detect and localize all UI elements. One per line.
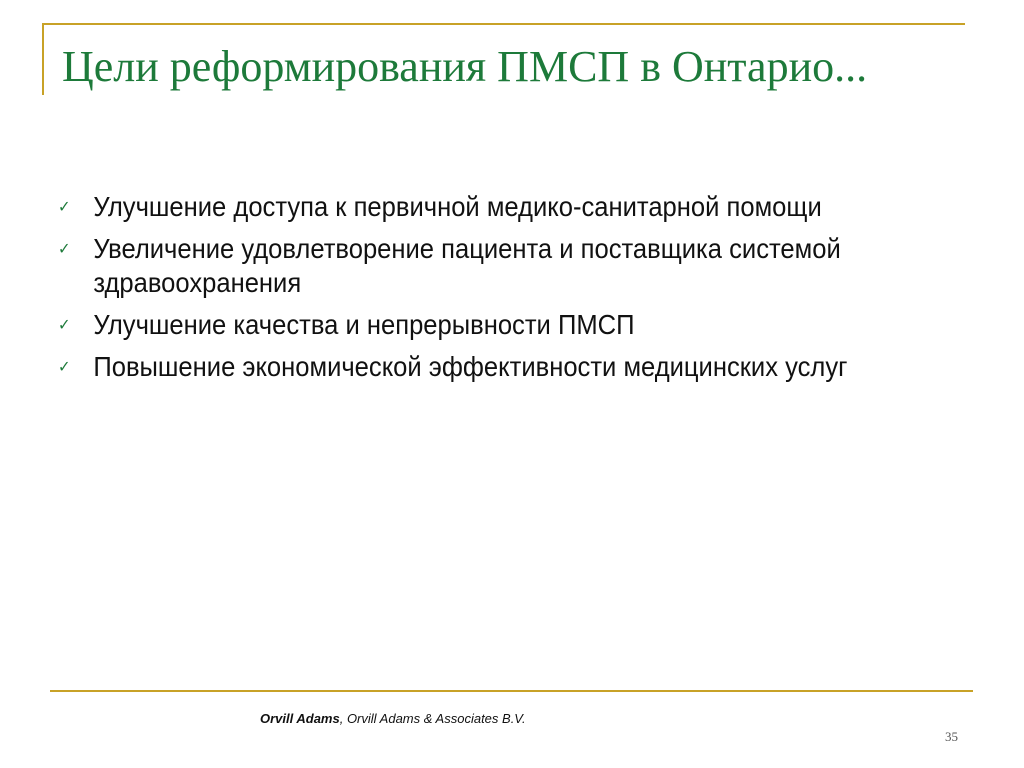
bullet-list — [58, 190, 978, 392]
bullet-text: Повышение экономической эффективности медицинских услуг — [93, 351, 848, 382]
footer-credit — [260, 711, 526, 726]
check-mark-icon: ✓ — [58, 197, 71, 216]
bullet-item — [58, 350, 914, 384]
bullet-item — [58, 308, 914, 342]
check-mark-icon: ✓ — [58, 357, 71, 376]
bullet-text: Улучшение качества и непрерывности ПМСП — [93, 309, 635, 340]
bullet-item — [58, 190, 914, 224]
slide-title: Цели реформирования ПМСП в Онтарио... — [62, 42, 868, 91]
bullet-text: Увеличение удовлетворение пациента и поставщика системой здравоохранения — [93, 233, 841, 298]
check-mark-icon: ✓ — [58, 239, 71, 258]
bullet-text: Улучшение доступа к первичной медико-санитарной помощи — [93, 191, 822, 222]
footer-organization: , Orvill Adams & Associates B.V. — [339, 711, 526, 726]
check-mark-icon: ✓ — [58, 315, 71, 334]
footer-divider — [50, 690, 973, 692]
footer-author: Orvill Adams — [260, 711, 340, 726]
left-divider — [42, 23, 44, 95]
page-number: 35 — [945, 729, 958, 744]
top-divider — [42, 23, 965, 25]
bullet-item — [58, 232, 914, 300]
